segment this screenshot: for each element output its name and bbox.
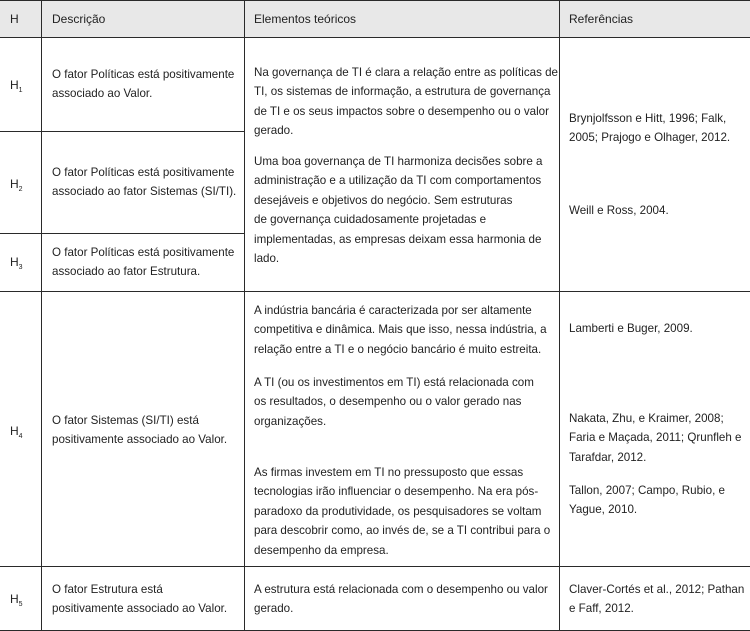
rule-group2 — [0, 566, 750, 567]
hypothesis-h1: $H_1$ — [10, 78, 23, 94]
text-line: Uma boa governança de TI harmoniza decisões sobre a — [254, 155, 543, 168]
text-line: Nakata, Zhu, e Kraimer, 2008; — [569, 412, 724, 425]
description-h1 — [52, 65, 234, 104]
text-line: O fator Políticas está positivamente — [52, 68, 235, 81]
text-line: Na governança de TI é clara a relação entre as políticas de — [254, 66, 558, 79]
rule-col-desc — [244, 0, 245, 631]
text-line: administração e a utilização da TI com comportamentos — [254, 174, 542, 188]
rule-col-elem — [559, 0, 560, 631]
referencias-entry — [569, 481, 725, 520]
text-line: os resultados, o desempenho ou o valor gerado nas — [254, 395, 522, 409]
text-line: gerado. — [254, 124, 294, 138]
header-descricao: Descrição — [52, 12, 106, 26]
rule-col-h — [41, 0, 42, 631]
text-line: TI, os sistemas de informação, a estrutura de governança — [254, 85, 551, 99]
text-line: desejáveis e objetivos do negócio. Sem estruturas — [254, 193, 513, 207]
hypothesis-h4: $H_4$ — [10, 424, 23, 440]
text-line: O fator Sistemas (SI/TI) está — [52, 414, 199, 427]
elementos-paragraph — [254, 301, 547, 359]
text-line: associado ao fator Sistemas (SI/TI). — [52, 185, 237, 199]
text-line: de governança cuidadosamente projetadas e — [254, 213, 487, 227]
description-h5 — [52, 580, 227, 619]
text-line: de TI e os seus impactos sobre o desempenho ou o valor — [254, 104, 549, 118]
text-line: relação entre a TI e o negócio bancário é muito estreita. — [254, 342, 542, 356]
text-line: implementadas, as empresas deixam essa harmonia de — [254, 232, 542, 246]
hypothesis-h5: $H_5$ — [10, 592, 23, 608]
text-line: para descobrir como, ao invés de, se a TI contribui para o — [254, 524, 551, 538]
text-line: O fator Políticas está positivamente — [52, 166, 235, 179]
text-line: positivamente associado ao Valor. — [52, 602, 228, 616]
elementos-paragraph — [254, 580, 548, 619]
text-line: A TI (ou os investimentos em TI) está relacionada com — [254, 376, 534, 389]
rule-top — [0, 0, 750, 1]
rule-header — [0, 37, 750, 38]
text-line: Yague, 2010. — [569, 503, 638, 517]
text-line: e Faff, 2012. — [569, 602, 634, 616]
text-line: desempenho da empresa. — [254, 543, 389, 557]
text-line: Brynjolfsson e Hitt, 1996; Falk, — [569, 112, 727, 125]
referencias-entry — [569, 319, 693, 338]
text-line: organizações. — [254, 414, 327, 428]
text-line: A indústria bancária é caracterizada por ser altamente — [254, 304, 532, 317]
text-line: Tarafdar, 2012. — [569, 450, 647, 464]
text-line: Claver-Cortés et al., 2012; Pathan — [569, 583, 745, 596]
rule-row2 — [0, 233, 244, 234]
text-line: gerado. — [254, 602, 294, 616]
text-line: O fator Políticas está positivamente — [52, 246, 235, 259]
referencias-entry — [569, 109, 730, 148]
description-h3 — [52, 243, 234, 282]
text-line: A estrutura está relacionada com o desempenho ou valor — [254, 583, 548, 596]
description-h4 — [52, 411, 227, 450]
rule-group1 — [0, 291, 750, 292]
text-line: O fator Estrutura está — [52, 583, 163, 596]
text-line: As firmas investem em TI no pressuposto que essas — [254, 466, 524, 479]
elementos-paragraph — [254, 463, 550, 560]
text-line: paradoxo da produtividade, os pesquisadores se voltam — [254, 504, 542, 518]
text-line: Lamberti e Buger, 2009. — [569, 322, 693, 335]
text-line: Weill e Ross, 2004. — [569, 204, 669, 217]
text-line: tecnologias irão influenciar o desempenho. Na era pós- — [254, 485, 539, 499]
text-line: Faria e Maçada, 2011; Qrunfleh e — [569, 431, 742, 445]
table-header-background — [0, 0, 750, 37]
referencias-entry — [569, 409, 742, 467]
text-line: competitiva e dinâmica. Mais que isso, nessa indústria, a — [254, 323, 547, 337]
elementos-paragraph — [254, 63, 558, 141]
header-referencias: Referências — [569, 12, 634, 26]
hypothesis-h2: $H_2$ — [10, 177, 23, 193]
rule-row1 — [0, 131, 244, 132]
referencias-entry — [569, 201, 669, 220]
text-line: associado ao Valor. — [52, 87, 153, 101]
text-line: 2005; Prajogo e Olhager, 2012. — [569, 131, 731, 145]
text-line: Tallon, 2007; Campo, Rubio, e — [569, 484, 725, 497]
hypothesis-h3: $H_3$ — [10, 255, 23, 271]
description-h2 — [52, 163, 236, 202]
referencias-entry — [569, 580, 744, 619]
header-elementos: Elementos teóricos — [254, 12, 357, 26]
elementos-paragraph — [254, 152, 543, 268]
header-h: H — [10, 12, 19, 26]
text-line: associado ao fator Estrutura. — [52, 265, 201, 279]
text-line: positivamente associado ao Valor. — [52, 433, 228, 447]
text-line: lado. — [254, 252, 280, 266]
elementos-paragraph — [254, 373, 534, 431]
